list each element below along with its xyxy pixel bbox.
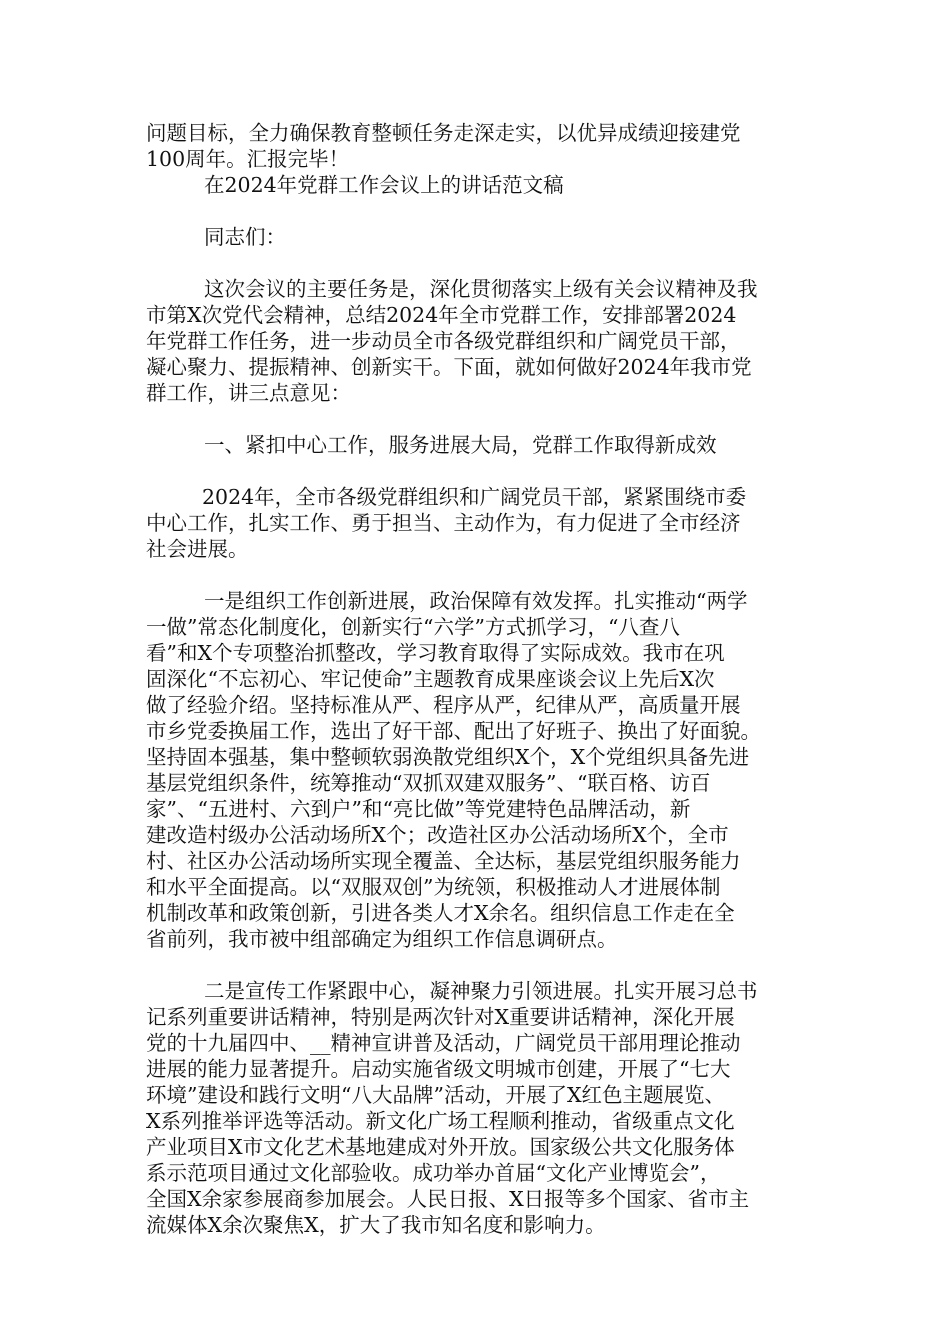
text-line: 凝心聚力、提振精神、创新实干。下面，就如何做好2024年我市党 bbox=[146, 355, 752, 379]
section-heading bbox=[146, 432, 811, 458]
text-line: 市乡党委换届工作，选出了好干部、配出了好班子、换出了好面貌。 bbox=[146, 719, 761, 743]
text-line: 年党群工作任务，进一步动员全市各级党群组织和广阔党员干部， bbox=[146, 329, 741, 353]
text-line: 家”、“五进村、六到户”和“亮比做”等党建特色品牌活动，新 bbox=[146, 797, 691, 821]
text-line: 100周年。汇报完毕！ bbox=[146, 147, 350, 171]
text-line: 问题目标，全力确保教育整顿任务走深走实，以优异成绩迎接建党 bbox=[146, 121, 741, 145]
heading-line: 一、紧扣中心工作，服务进展大局，党群工作取得新成效 bbox=[204, 433, 717, 457]
text-line: 系示范项目通过文化部验收。成功举办首届“文化产业博览会”， bbox=[146, 1161, 721, 1185]
text-line: 2024年，全市各级党群组织和广阔党员干部，紧紧围绕市委 bbox=[202, 485, 747, 509]
intro-paragraph bbox=[146, 276, 811, 406]
text-line: 村、社区办公活动场所实现全覆盖、全达标，基层党组织服务能力 bbox=[146, 849, 741, 873]
text-line: 进展的能力显著提升。启动实施省级文明城市创建，开展了“七大 bbox=[146, 1057, 731, 1081]
text-line: 做了经验介绍。坚持标准从严、程序从严，纪律从严，高质量开展 bbox=[146, 693, 741, 717]
text-line: 机制改革和政策创新，引进各类人才X余名。组织信息工作走在全 bbox=[146, 901, 735, 925]
continuation-paragraph bbox=[146, 120, 811, 172]
text-line: 群工作，讲三点意见： bbox=[146, 381, 351, 405]
text-line: 全国X余家参展商参加展会。人民日报、X日报等多个国家、省市主 bbox=[146, 1187, 750, 1211]
summary-paragraph bbox=[146, 484, 811, 562]
text-line: 固深化“不忘初心、牢记使命”主题教育成果座谈会议上先后X次 bbox=[146, 667, 715, 691]
text-line: 和水平全面提高。以“双服双创”为统领，积极推动人才进展体制 bbox=[146, 875, 721, 899]
title-line: 在2024年党群工作会议上的讲话范文稿 bbox=[204, 173, 564, 197]
text-line: 社会进展。 bbox=[146, 537, 249, 561]
text-line: 这次会议的主要任务是，深化贯彻落实上级有关会议精神及我 bbox=[204, 277, 758, 301]
text-line: 市第X次党代会精神，总结2024年全市党群工作，安排部署2024 bbox=[146, 303, 737, 327]
text-line: 建改造村级办公活动场所X个；改造社区办公活动场所X个，全市 bbox=[146, 823, 729, 847]
text-line: 党的十九届四中、__精神宣讲普及活动，广阔党员干部用理论推动 bbox=[146, 1031, 741, 1055]
text-line: 坚持固本强基，集中整顿软弱涣散党组织X个，X个党组织具备先进 bbox=[146, 745, 750, 769]
text-line: 流媒体X余次聚焦X，扩大了我市知名度和影响力。 bbox=[146, 1213, 606, 1237]
document-page bbox=[146, 120, 811, 1238]
text-line: 二是宣传工作紧跟中心，凝神聚力引领进展。扎实开展习总书 bbox=[204, 979, 758, 1003]
document-title bbox=[146, 172, 811, 198]
point-two-paragraph bbox=[146, 978, 811, 1238]
text-line: 看”和X个专项整治抓整改，学习教育取得了实际成效。我市在巩 bbox=[146, 641, 725, 665]
text-line: X系列推举评选等活动。新文化广场工程顺利推动，省级重点文化 bbox=[146, 1109, 735, 1133]
text-line: 产业项目X市文化艺术基地建成对外开放。国家级公共文化服务体 bbox=[146, 1135, 735, 1159]
text-line: 基层党组织条件，统筹推动“双抓双建双服务”、“联百格、访百 bbox=[146, 771, 711, 795]
text-line: 中心工作，扎实工作、勇于担当、主动作为，有力促进了全市经济 bbox=[146, 511, 741, 535]
text-line: 环境”建设和践行文明“八大品牌”活动，开展了X红色主题展览、 bbox=[146, 1083, 726, 1107]
text-line: 记系列重要讲话精神，特别是两次针对X重要讲话精神，深化开展 bbox=[146, 1005, 735, 1029]
salutation bbox=[146, 224, 811, 250]
point-one-paragraph bbox=[146, 588, 811, 952]
text-line: 一是组织工作创新进展，政治保障有效发挥。扎实推动“两学 bbox=[204, 589, 748, 613]
text-line: 一做”常态化制度化，创新实行“六学”方式抓学习，“八查八 bbox=[146, 615, 680, 639]
text-line: 省前列，我市被中组部确定为组织工作信息调研点。 bbox=[146, 927, 618, 951]
salutation-line: 同志们： bbox=[204, 225, 286, 249]
